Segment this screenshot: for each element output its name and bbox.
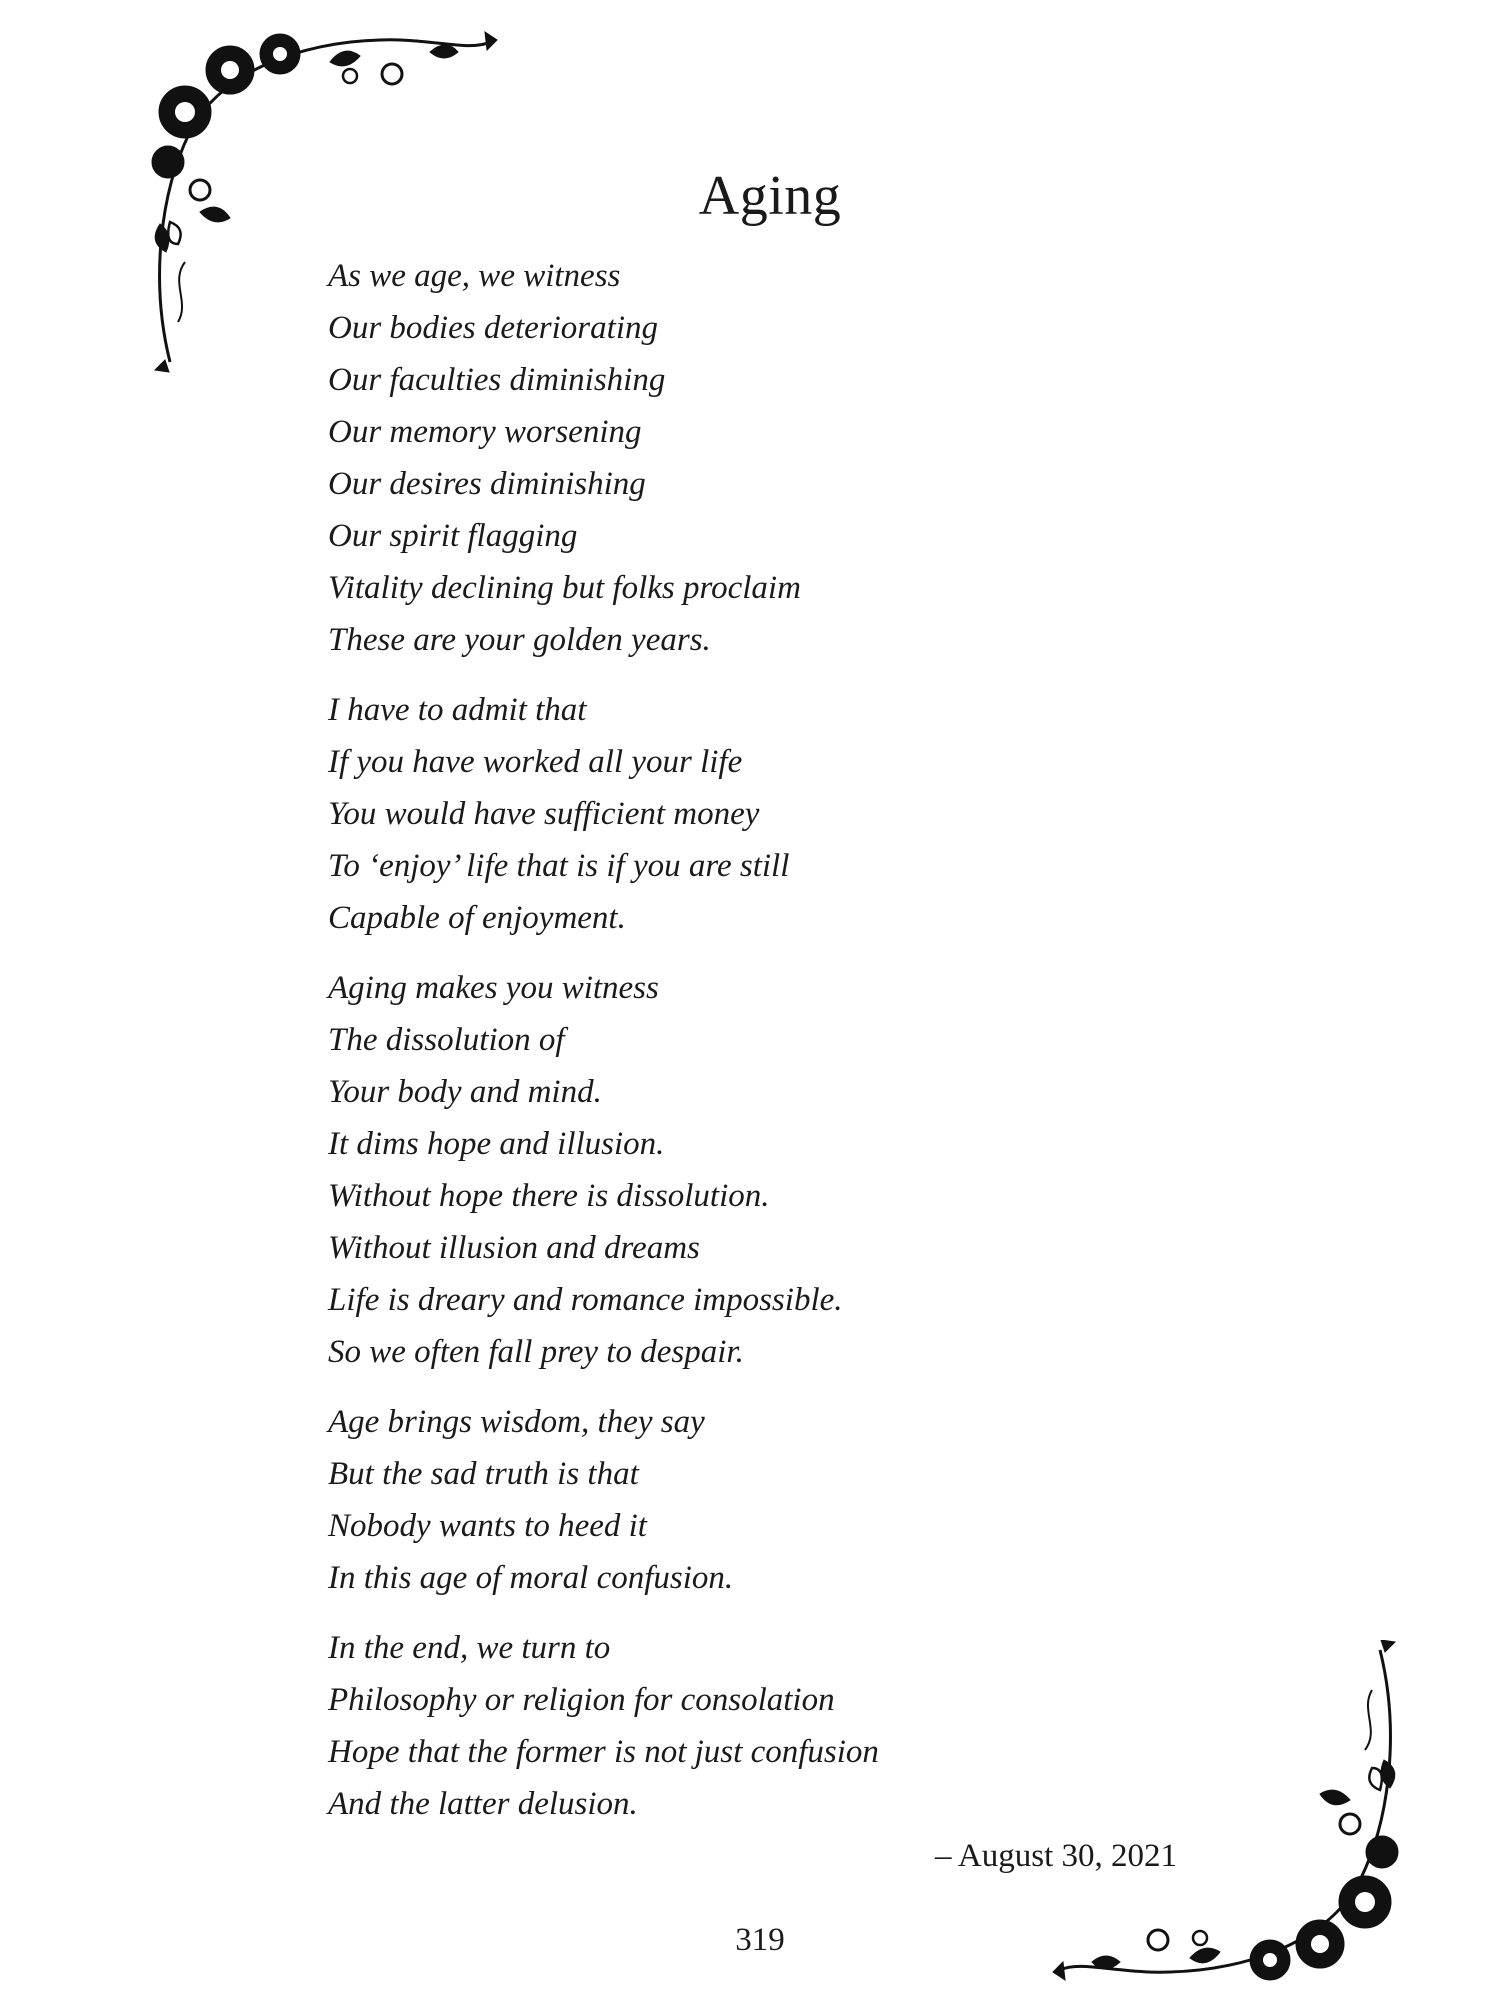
floral-rose-corner-icon — [1040, 1640, 1400, 1990]
poem-line: Philosophy or religion for consolation — [328, 1682, 835, 1718]
poem-line: It dims hope and illusion. — [328, 1126, 665, 1162]
poem-line: Life is dreary and romance impossible. — [328, 1282, 843, 1318]
poem-date: – August 30, 2021 — [935, 1838, 1178, 1874]
poem-line: Our spirit flagging — [328, 518, 578, 554]
stanza — [328, 684, 1228, 944]
poem-line: Vitality declining but folks proclaim — [328, 570, 801, 606]
poem-line: And the latter delusion. — [328, 1786, 638, 1822]
poem-line: Capable of enjoyment. — [328, 900, 626, 936]
poem-line: In this age of moral confusion. — [328, 1560, 734, 1596]
poem-line: But the sad truth is that — [328, 1456, 639, 1492]
stanza — [328, 1396, 1228, 1604]
poem-line: Your body and mind. — [328, 1074, 602, 1110]
poem-line: Our faculties diminishing — [328, 362, 666, 398]
poem-line: Nobody wants to heed it — [328, 1508, 647, 1544]
poem-line: You would have sufficient money — [328, 796, 760, 832]
poem-line: Hope that the former is not just confusion — [328, 1734, 879, 1770]
poem-line: So we often fall prey to despair. — [328, 1334, 744, 1370]
poem-body — [328, 250, 1228, 1848]
poem-line: Our memory worsening — [328, 414, 642, 450]
stanza — [328, 962, 1228, 1378]
poem-line: Age brings wisdom, they say — [328, 1404, 705, 1440]
poem-line: As we age, we witness — [328, 258, 621, 294]
poem-line: I have to admit that — [328, 692, 587, 728]
poem-line: Without hope there is dissolution. — [328, 1178, 770, 1214]
poem-line: In the end, we turn to — [328, 1630, 611, 1666]
poem-line: To ‘enjoy’ life that is if you are still — [328, 848, 790, 884]
stanza — [328, 250, 1228, 666]
poem-line: Our bodies deteriorating — [328, 310, 658, 346]
page-title: Aging — [698, 164, 842, 227]
poem-line: Without illusion and dreams — [328, 1230, 700, 1266]
poem-line: Our desires diminishing — [328, 466, 646, 502]
page-number: 319 — [735, 1922, 785, 1958]
poem-line: Aging makes you witness — [328, 970, 659, 1006]
poem-line: The dissolution of — [328, 1022, 565, 1058]
poem-line: If you have worked all your life — [328, 744, 743, 780]
poem-line: These are your golden years. — [328, 622, 711, 658]
